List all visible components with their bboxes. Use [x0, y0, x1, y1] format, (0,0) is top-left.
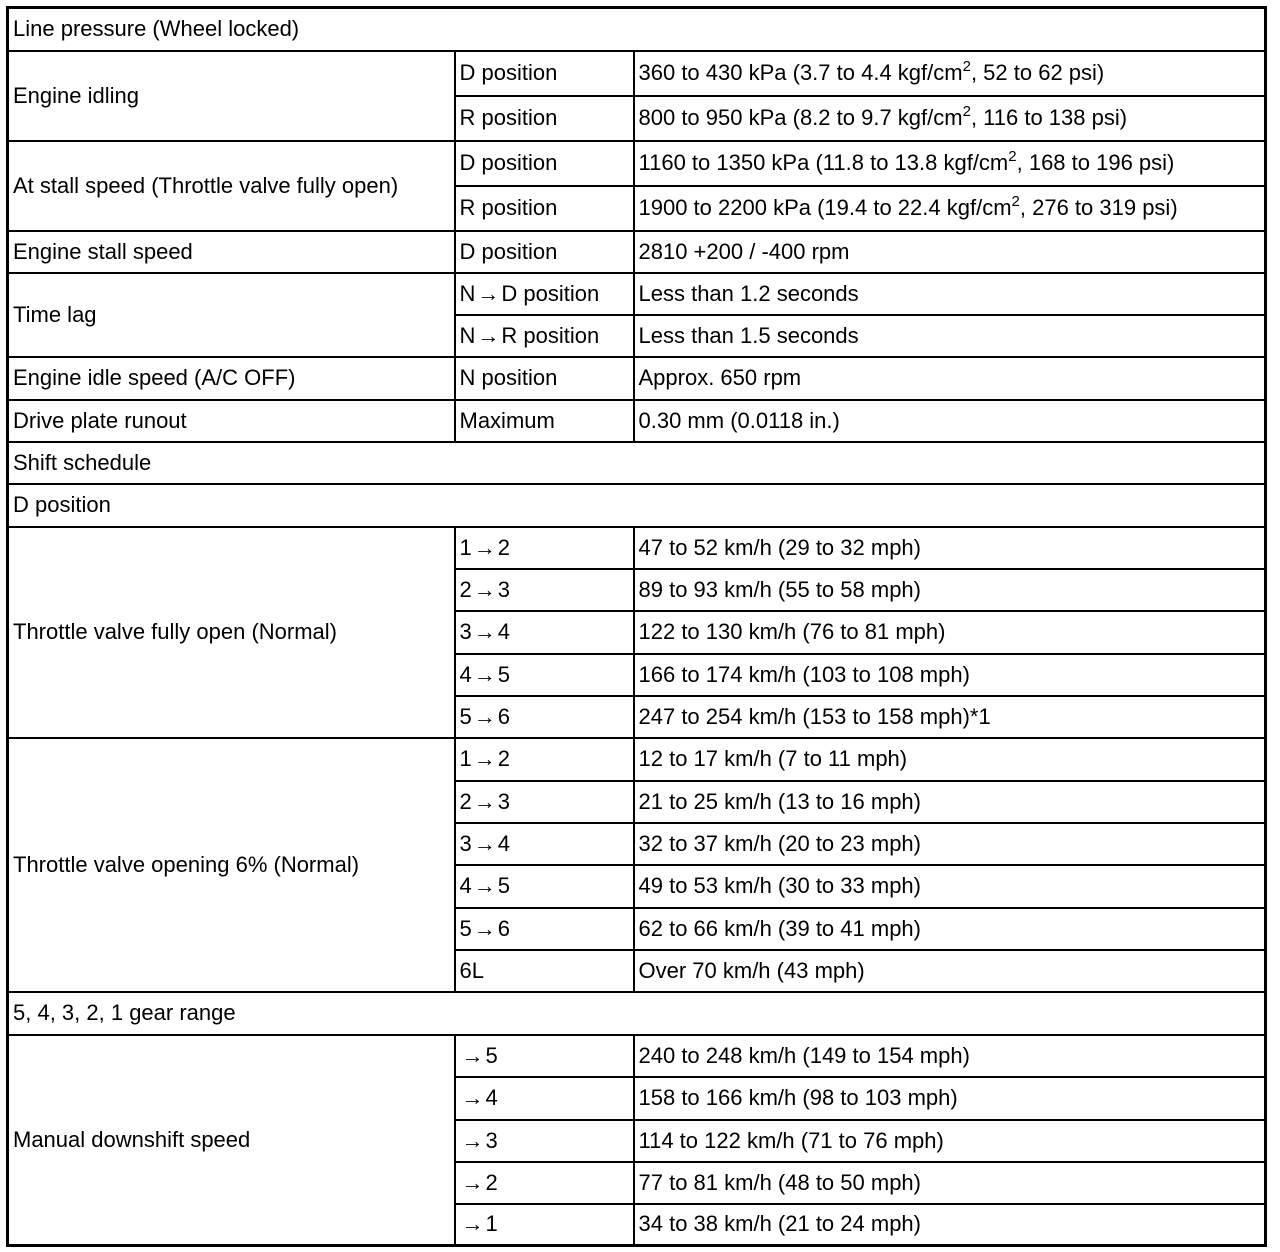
value-cell: Less than 1.2 seconds	[634, 273, 1266, 315]
row-label: Throttle valve opening 6% (Normal)	[8, 738, 455, 992]
arrow-right-icon: →	[473, 788, 496, 814]
value-cell: 2810 +200 / -400 rpm	[634, 231, 1266, 273]
arrow-right-icon: →	[461, 1211, 484, 1237]
shift-cell: →3	[455, 1120, 634, 1162]
table-row	[8, 1035, 1266, 1077]
arrow-right-icon: →	[477, 322, 500, 348]
spec-table	[6, 6, 1267, 1247]
value-cell: Over 70 km/h (43 mph)	[634, 950, 1266, 992]
table-row	[8, 442, 1266, 484]
value-cell: 800 to 950 kPa (8.2 to 9.7 kgf/$cm^2$, 116 to 138 psi)	[634, 96, 1266, 141]
shift-cell: 5→6	[455, 696, 634, 738]
shift-cell: →2	[455, 1162, 634, 1204]
table-row	[8, 51, 1266, 96]
row-label: Time lag	[8, 273, 455, 357]
value-cell: Less than 1.5 seconds	[634, 315, 1266, 357]
value-cell: 32 to 37 km/h (20 to 23 mph)	[634, 823, 1266, 865]
shift-cell: 2→3	[455, 569, 634, 611]
table-row	[8, 231, 1266, 273]
table-row	[8, 992, 1266, 1035]
arrow-right-icon: →	[477, 280, 500, 306]
row-label: Drive plate runout	[8, 400, 455, 442]
arrow-right-icon: →	[461, 1042, 484, 1068]
value-cell: 89 to 93 km/h (55 to 58 mph)	[634, 569, 1266, 611]
value-cell: 247 to 254 km/h (153 to 158 mph)*1	[634, 696, 1266, 738]
value-cell: 77 to 81 km/h (48 to 50 mph)	[634, 1162, 1266, 1204]
shift-cell: 2→3	[455, 781, 634, 823]
position-cell: N→D position	[455, 273, 634, 315]
section-heading: Shift schedule	[8, 442, 1266, 484]
table-row	[8, 738, 1266, 781]
arrow-right-icon: →	[473, 619, 496, 644]
arrow-right-icon: →	[473, 830, 496, 856]
value-cell: 0.30 mm (0.0118 in.)	[634, 400, 1266, 442]
value-cell: 166 to 174 km/h (103 to 108 mph)	[634, 654, 1266, 696]
value-cell: 12 to 17 km/h (7 to 11 mph)	[634, 738, 1266, 781]
arrow-right-icon: →	[473, 576, 496, 602]
shift-cell: →5	[455, 1035, 634, 1077]
position-cell: Maximum	[455, 400, 634, 442]
value-cell: 240 to 248 km/h (149 to 154 mph)	[634, 1035, 1266, 1077]
arrow-right-icon: →	[461, 1085, 484, 1110]
shift-cell: 1→2	[455, 527, 634, 569]
section-heading: Line pressure (Wheel locked)	[8, 8, 1266, 51]
shift-cell: 1→2	[455, 738, 634, 781]
row-label: Throttle valve fully open (Normal)	[8, 527, 455, 738]
value-cell: 21 to 25 km/h (13 to 16 mph)	[634, 781, 1266, 823]
table-row	[8, 400, 1266, 442]
value-cell: 47 to 52 km/h (29 to 32 mph)	[634, 527, 1266, 569]
value-cell: 122 to 130 km/h (76 to 81 mph)	[634, 611, 1266, 654]
value-cell: 62 to 66 km/h (39 to 41 mph)	[634, 908, 1266, 950]
position-cell: D position	[455, 231, 634, 273]
row-label: At stall speed (Throttle valve fully open)	[8, 141, 455, 231]
position-cell: N position	[455, 357, 634, 400]
position-cell: N→R position	[455, 315, 634, 357]
shift-cell: 5→6	[455, 908, 634, 950]
shift-cell: 3→4	[455, 611, 634, 654]
subsection-heading: D position	[8, 484, 1266, 527]
table-row	[8, 273, 1266, 315]
value-cell: 1900 to 2200 kPa (19.4 to 22.4 kgf/$cm^2$, 276 to 319 psi)	[634, 186, 1266, 231]
row-label: Engine stall speed	[8, 231, 455, 273]
position-cell: R position	[455, 96, 634, 141]
value-cell: 360 to 430 kPa (3.7 to 4.4 kgf/$cm^2$, 52 to 62 psi)	[634, 51, 1266, 96]
value-cell: 1160 to 1350 kPa (11.8 to 13.8 kgf/$cm^2$, 168 to 196 psi)	[634, 141, 1266, 186]
value-cell: 34 to 38 km/h (21 to 24 mph)	[634, 1204, 1266, 1246]
shift-cell: 4→5	[455, 654, 634, 696]
value-cell: 114 to 122 km/h (71 to 76 mph)	[634, 1120, 1266, 1162]
shift-cell: →4	[455, 1077, 634, 1120]
table-row	[8, 527, 1266, 569]
row-label: Engine idle speed (A/C OFF)	[8, 357, 455, 400]
subsection-heading: 5, 4, 3, 2, 1 gear range	[8, 992, 1266, 1035]
arrow-right-icon: →	[461, 1169, 484, 1195]
arrow-right-icon: →	[473, 703, 496, 729]
arrow-right-icon: →	[473, 873, 496, 898]
arrow-right-icon: →	[473, 746, 496, 771]
position-cell: D position	[455, 141, 634, 186]
shift-cell: 3→4	[455, 823, 634, 865]
shift-cell: 6L	[455, 950, 634, 992]
table-row	[8, 357, 1266, 400]
value-cell: Approx. 650 rpm	[634, 357, 1266, 400]
table-row	[8, 141, 1266, 186]
value-cell: 49 to 53 km/h (30 to 33 mph)	[634, 865, 1266, 908]
table-row	[8, 484, 1266, 527]
arrow-right-icon: →	[473, 534, 496, 560]
arrow-right-icon: →	[473, 661, 496, 687]
row-label: Engine idling	[8, 51, 455, 141]
position-cell: D position	[455, 51, 634, 96]
table-row	[8, 8, 1266, 51]
row-label: Manual downshift speed	[8, 1035, 455, 1246]
value-cell: 158 to 166 km/h (98 to 103 mph)	[634, 1077, 1266, 1120]
position-cell: R position	[455, 186, 634, 231]
shift-cell: →1	[455, 1204, 634, 1246]
shift-cell: 4→5	[455, 865, 634, 908]
arrow-right-icon: →	[461, 1127, 484, 1153]
arrow-right-icon: →	[473, 915, 496, 941]
